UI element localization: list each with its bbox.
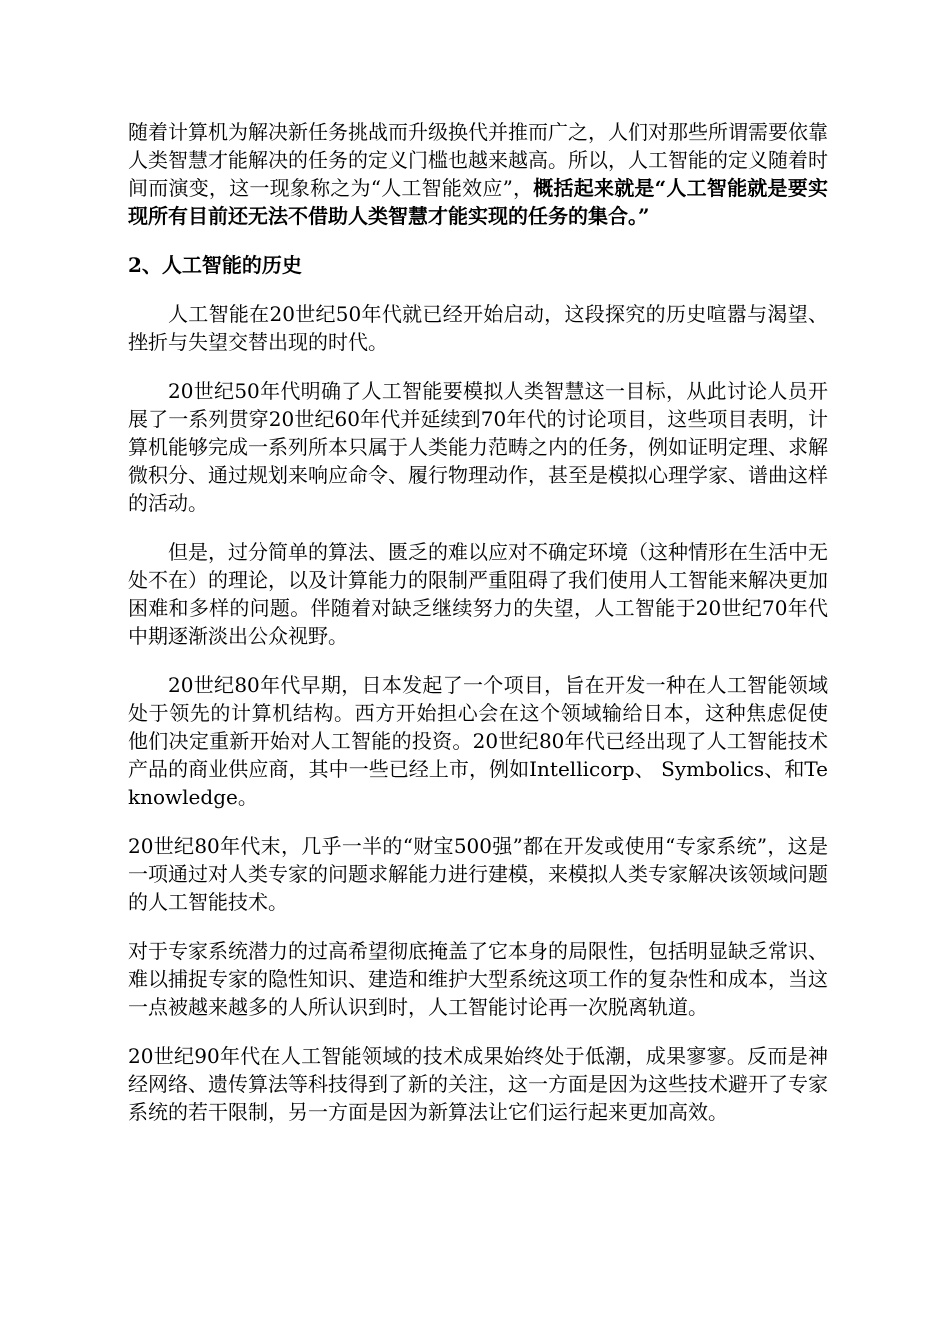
intro-bold-summary: 概括起来就是“人工智能就是要实现所有目前还无法不借助人类智慧才能实现的任务的集合。” [128,176,828,228]
paragraph-1980s-early: 20世纪80年代早期，日本发起了一个项目，旨在开发一种在人工智能领域处于领先的计算机结构。西方开始担心会在这个领域输给日本，这种焦虑促使 他们决定重新开始对人工智能的投资。20世纪80年代已经出现了人工智能技术产品的商业供应商，其中一些已经上市，例如Intellicorp、 Symbolics、和Teknowledge。 [128,673,828,809]
paragraph-1950s: 20世纪50年代明确了人工智能要模拟人类智慧这一目标，从此讨论人员开展了一系列贯穿20世纪60年代并延续到70年代的讨论项目，这些项目表明，计算机能够完成一系列所本只属于人类能力范畴之内的任务，例如证明定理、求解微积分、通过规划来响应命令、履行物理动作，甚至是模拟心理学家、谱曲这样的活动。 [128,379,828,515]
intro-text: 随着计算机为解决新任务挑战而升级换代并推而广之，人们对那些所谓需要依靠人类智慧才能解决的任务的定义门槛也越来越高。所以，人工智能的定义随着时间而演变，这一现象称之为“人工智能效应”， [128,120,828,200]
paragraph-limitations: 但是，过分简单的算法、匮乏的难以应对不确定环境（这种情形在生活中无处不在）的理论，以及计算能力的限制严重阻碍了我们使用人工智能来解决更加困难和多样的问题。伴随着对缺乏继续努力的失望，人工智能于20世纪70年代中期逐渐淡出公众视野。 [128,540,828,648]
paragraph-1980s-late: 20世纪80年代末，几乎一半的“财宝500强”都在开发或使用“专家系统”，这是一项通过对人类专家的问题求解能力进行建模，来模拟人类专家解决该领域问题的人工智能技术。 [128,834,828,914]
paragraph-history-start: 人工智能在20世纪50年代就已经开始启动，这段探究的历史喧嚣与渴望、挫折与失望交替出现的时代。 [128,302,828,354]
paragraph-1990s: 20世纪90年代在人工智能领域的技术成果始终处于低潮，成果寥寥。反而是神经网络、遗传算法等科技得到了新的关注，这一方面是因为这些技术避开了专家系统的若干限制，另一方面是因为新算法让它们运行起来更加高效。 [128,1044,828,1124]
section-heading: 2、人工智能的历史 [128,253,302,277]
paragraph-expert-systems: 对于专家系统潜力的过高希望彻底掩盖了它本身的局限性，包括明显缺乏常识、难以捕捉专家的隐性知识、建造和维护大型系统这项工作的复杂性和成本，当这一点被越来越多的人所认识到时，人工智能讨论再一次脱离轨道。 [128,939,828,1019]
intro-paragraph [128,118,828,230]
